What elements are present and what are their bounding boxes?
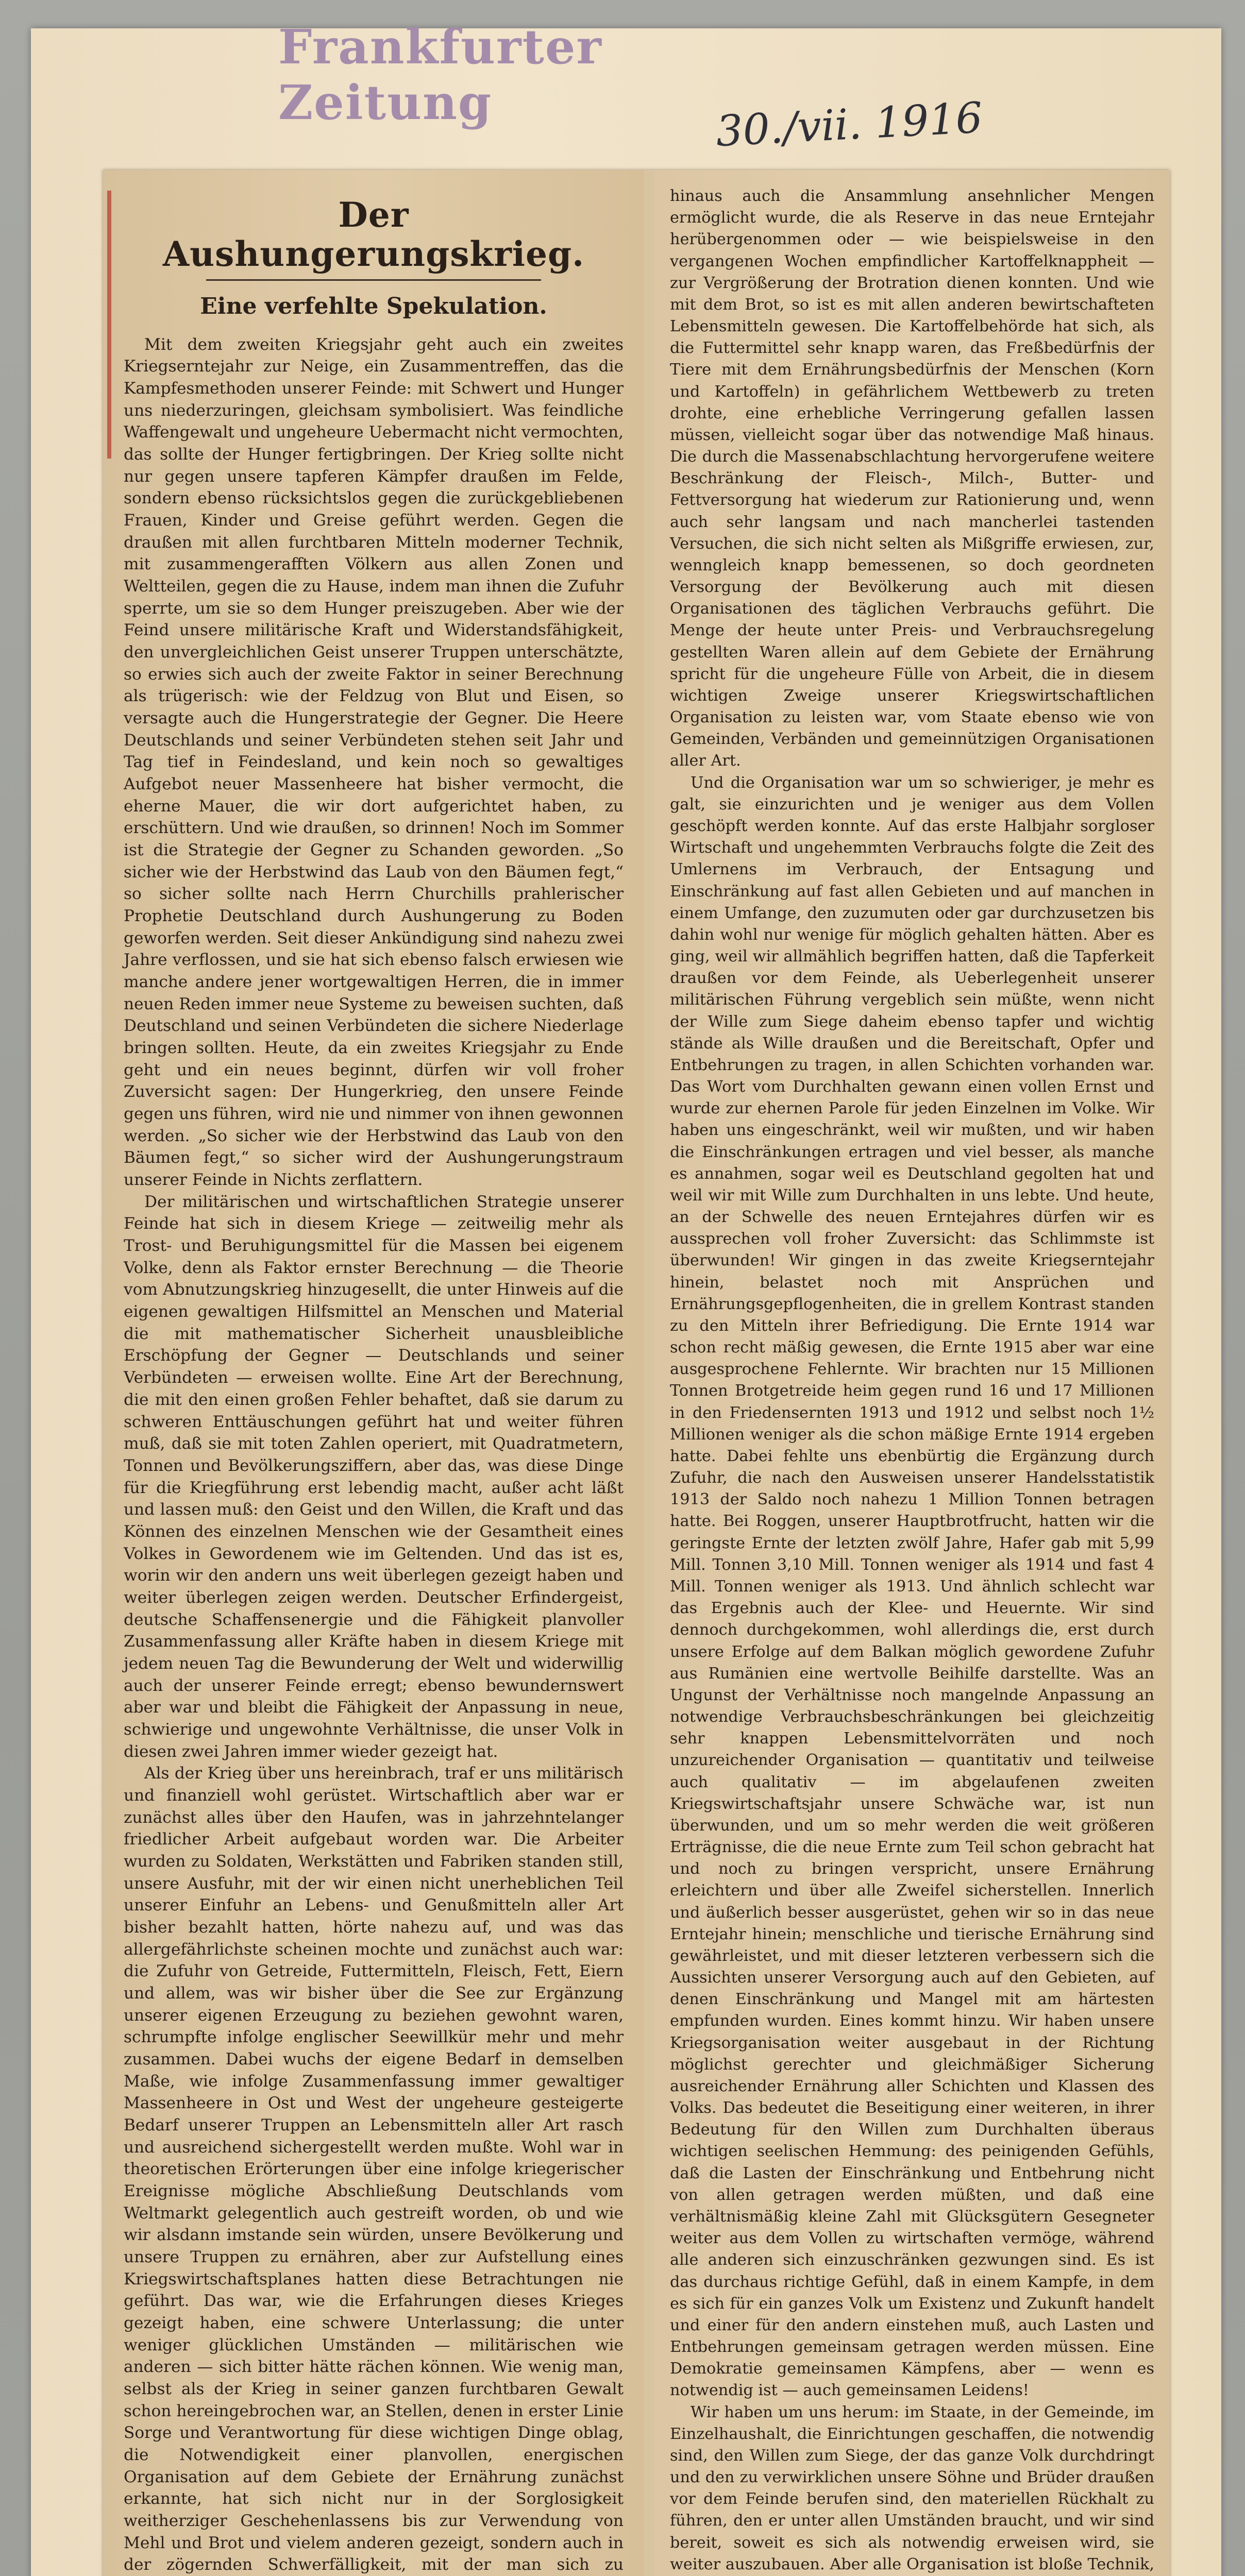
paragraph: Wir haben um uns herum: im Staate, in der Gemeinde, im Einzelhaushalt, die Einrichtungen geschaffen, die notwendig sind, den Willen zum Siege, der das ganze Volk durchdringt und den zu verwirklichen unsere Söhne und Brüder draußen vor dem Feinde berufen sind, den materiellen Rückhalt zu führen, den er unter allen Umständen braucht, und wir sind bereit, soweit es sich als notwendig erweisen wird, sie weiter auszubauen. Aber alle Organisation ist bloße Technik,	[670, 2403, 1154, 2573]
masthead-stamp	[278, 19, 794, 130]
paragraph: Der militärischen und wirtschaftlichen Strategie unserer Feinde hat sich in diesem Kriege — zeitweilig mehr als Trost- und Beruhigungsmittel für die Massen bei eigenem Volke, denn als Faktor ernster Berechnung — die Theorie vom Abnutzungskrieg hinzugesellt, die unter Hinweis auf die eigenen gewaltigen Hilfsmittel an Menschen und Material die mit mathematischer Sicherheit unausbleibliche Erschöpfung der Gegner — Deutschlands und seiner Verbündeten — erweisen wollte. Eine Art der Berechnung, die mit den einen großen Fehler behaftet, daß sie darum zu schweren Enttäuschungen geführt hat und weiter führen muß, daß sie mit toten Zahlen operiert, mit Quadratmetern, Tonnen und Bevölkerungsziffern, aber das, was diese Dinge für die Kriegführung erst lebendig macht, außer acht läßt und lassen muß: den Geist und den Willen, die Kraft und das Können des einzelnen Menschen wie der Gesamtheit eines Volkes in Gewordenem wie im Geltenden. Und das ist es, worin wir den andern uns weit überlegen gezeigt haben und weiter überlegen zeigen werden. Deutscher Erfindergeist, deutsche Schaffensenergie und die Fähigkeit planvoller Zusammenfassung aller Kräfte haben in diesem Kriege mit jedem neuen Tag die Bewunderung der Welt und widerwillig auch der unserer Feinde erregt; ebenso bewundernswert aber war und bleibt die Fähigkeit der Anpassung in neue, schwierige und ungewohnte Verhältnisse, die unser Volk in diesen zwei Jahren immer wieder gezeigt hat.	[124, 1192, 624, 1761]
article-subheadline: Eine verfehlte Spekulation.	[200, 293, 547, 319]
paragraph: Als der Krieg über uns hereinbrach, traf er uns militärisch und finanziell wohl gerüstet. Wirtschaftlich aber war er zunächst alles über den Haufen, was in jahrzehntelanger friedlicher Arbeit aufgebaut worden war. Die Arbeiter wurden zu Soldaten, Werkstätten und Fabriken standen still, unsere Ausfuhr, mit der wir einen nicht unerheblichen Teil unserer Einfuhr an Lebens- und Genußmitteln aller Art bisher bezahlt hatten, hörte nahezu auf, und was das allergefährlichste scheinen mochte und zunächst auch war: die Zufuhr von Getreide, Futtermitteln, Fleisch, Fett, Eiern und allem, was wir bisher über die See zur Ergänzung unserer eigenen Erzeugung zu beziehen gewohnt waren, schrumpfte infolge englischer Seewillkür mehr und mehr zusammen. Dabei wuchs der eigene Bedarf in demselben Maße, wie infolge Zusammenfassung immer gewaltiger Massenheere in Ost und West der ungeheure gesteigerte Bedarf unserer Truppen an Lebensmitteln aller Art rasch und ausreichend sichergestellt werden mußte. Wohl war in theoretischen Erörterungen über eine infolge kriegerischer Ereignisse mögliche Abschließung Deutschlands vom Weltmarkt gelegentlich auch gestreift worden, ob und wie wir alsdann imstande sein würden, unsere Bevölkerung und unsere Truppen zu ernähren, aber zur Aufstellung eines Kriegswirtschaftsplanes hatten diese Betrachtungen nie geführt. Das war, wie die Erfahrungen dieses Krieges gezeigt haben, eine schwere Unterlassung; die unter weniger glücklichen Umständen — militärischen wie anderen — sich bitter hätte rächen können. Wie wenig man, selbst als der Krieg in seiner ganzen furchtbaren Gewalt schon hereingebrochen war, an Stellen, denen in erster Linie Sorge und Verantwortung für diese wichtigen Dinge oblag, die Notwendigkeit einer planvollen, energischen Organisation auf dem Gebiete der Ernährung zunächst erkannte, hat sich nicht nur in der Sorglosigkeit weitherziger Geschehenlassens bis zur Verwendung von Mehl und Brot und vielem anderen gezeigt, sondern auch in der zögernden Schwerfälligkeit, mit der man sich zu	[124, 1764, 624, 2574]
newspaper-clipping	[103, 170, 1170, 2576]
edge-stain	[107, 191, 111, 459]
handwritten-date: 30./vii. 1916	[715, 93, 984, 157]
paragraph: Und die Organisation war um so schwieriger, je mehr es galt, sie einzurichten und je weniger aus dem Vollen geschöpft werden konnte. Auf das erste Halbjahr sorgloser Wirtschaft und ungehemmten Verbrauchs folgte die Zeit des Umlernens im Verbrauch, der Entsagung und Einschränkung auf fast allen Gebieten und auf manchen in einem Umfange, den zuzumuten oder gar durchzusetzen bis dahin wohl nur wenige für möglich gehalten hätten. Aber es ging, weil wir allmählich begriffen hatten, daß die Tapferkeit draußen vor dem Feinde, als Ueberlegenheit unserer militärischen Führung vergeblich sein müßte, wenn nicht der Wille zum Siege daheim ebenso tapfer und wichtig stände als Wille draußen und die Bereitschaft, Opfer und Entbehrungen zu tragen, in allen Schichten vorhanden war. Das Wort vom Durchhalten gewann einen vollen Ernst und wurde zur ehernen Parole für jeden Einzelnen im Volke. Wir haben uns eingeschränkt, weil wir mußten, und wir haben die Einschränkungen ertragen und viel besser, als manche es annahmen, sogar weil es Deutschland gegolten hat und weil wir mit Wille zum Durchhalten in uns lebte. Und heute, an der Schwelle des neuen Erntejahres dürfen wir es aussprechen voll froher Zuversicht: das Schlimmste ist überwunden! Wir gingen in das zweite Kriegserntejahr hinein, belastet noch mit Ansprüchen und Ernährungsgepflogenheiten, die in grellem Kontrast standen zu den Mitteln ihrer Befriedigung. Die Ernte 1914 war schon recht mäßig gewesen, die Ernte 1915 aber war eine ausgesprochene Fehlernte. Wir brachten nur 15 Millionen Tonnen Brotgetreide heim gegen rund 16 und 17 Millionen in den Friedensernten 1913 und 1912 und selbst noch 1½ Millionen weniger als die schon mäßige Ernte 1914 ergeben hatte. Dabei fehlte uns ebenbürtig die Ergänzung durch Zufuhr, die nach den Ausweisen unserer Handelsstatistik 1913 der Saldo noch nahezu 1 Million Tonnen betragen hatte. Bei Roggen, unserer Hauptbrotfrucht, hatten wir die geringste Ernte der letzten zwölf Jahre, Hafer gab mit 5,99 Mill. Tonnen 3,10 Mill. Tonnen weniger als 1914 und fast 4 Mill. Tonnen weniger als 1913. Und ähnlich schlecht war das Ergebnis auch der Klee- und Heuernte. Wir sind dennoch durchgekommen, wohl allerdings die, erst durch unsere Erfolge auf dem Balkan möglich gewordene Zufuhr aus Rumänien eine wertvolle Beihilfe darstellte. Was an Ungunst der Verhältnisse noch mangelnde Anpassung an notwendige Verbrauchsbeschränkungen bei gleichzeitig sehr knappen Lebensmittelvorräten und noch unzureichender Organisation — quantitativ und teilweise auch qualitativ — im abgelaufenen zweiten Kriegswirtschaftsjahr unsere Schwäche war, ist nun überwunden, und um so mehr werden die weit größeren Erträgnisse, die die neue Ernte zum Teil schon gebracht hat und noch zu bringen verspricht, unsere Ernährung erleichtern und über alle Zweifel sicherstellen. Innerlich und äußerlich besser ausgerüstet, gehen wir so in das neue Erntejahr hinein; menschliche und tierische Ernährung sind gewährleistet, und mit dieser letzteren verbessern sich die Aussichten unserer Versorgung auch auf den Gebieten, auf denen Einschränkung und Mangel mit am härtesten empfunden wurden. Eines kommt hinzu. Wir haben unsere Kriegsorganisation weiter ausgebaut in der Richtung möglichst gerechter und gleichmäßiger Sicherung ausreichender Ernährung aller Schichten und Klassen des Volks. Das bedeutet die Beseitigung einer weiteren, in ihrer Bedeutung für den Willen zum Durchhalten überaus wichtigen seelischen Hemmung: des peinigenden Gefühls, daß die Lasten der Einschränkung und Entbehrung nicht von allen getragen werden müßten, und daß eine verhältnismäßig kleine Zahl mit Glücksgütern Gesegneter weiter aus dem Vollen zu wirtschaften vermöge, während alle anderen sich einzuschränken gezwungen sind. Es ist das durchaus richtige Gefühl, daß in einem Kampfe, in dem es sich für ein ganzes Volk um Existenz und Zukunft handelt und einer für den andern einstehen muß, auch Lasten und Entbehrungen gemeinsam getragen werden müssen. Eine Demokratie gemeinsamen Kämpfens, aber — wenn es notwendig ist — auch gemeinsamen Leidens!	[670, 773, 1154, 2400]
paragraph: Mit dem zweiten Kriegsjahr geht auch ein zweites Kriegserntejahr zur Neige, ein Zusammentreffen, das die Kampfesmethoden unserer Feinde: mit Schwert und Hunger uns niederzuringen, gleichsam symbolisiert. Was feindliche Waffengewalt und ungeheure Uebermacht nicht vermochten, das sollte der Hunger fertigbringen. Der Krieg sollte nicht nur gegen unsere tapferen Kämpfer draußen im Felde, sondern ebenso rücksichtslos gegen die zurückgebliebenen Frauen, Kinder und Greise geführt werden. Gegen die draußen mit allen furchtbaren Mitteln moderner Technik, mit zusammengerafften Völkern aus allen Zonen und Weltteilen, gegen die zu Hause, indem man ihnen die Zufuhr sperrte, um sie so dem Hunger preiszugeben. Aber wie der Feind unsere militärische Kraft und Widerstandsfähigkeit, den unvergleichlichen Geist unserer Truppen unterschätzte, so erwies sich auch der zweite Faktor in seiner Berechnung als trügerisch: wie der Feldzug von Blut und Eisen, so versagte auch die Hungerstrategie der Gegner. Die Heere Deutschlands und seiner Verbündeten stehen seit Jahr und Tag tief in Feindesland, und kein noch so gewaltiges Aufgebot neuer Massenheere hat bisher vermocht, die eherne Mauer, die wir dort aufgerichtet haben, zu erschüttern. Und wie draußen, so drinnen! Noch im Sommer ist die Strategie der Gegner zu Schanden geworden. „So sicher wie der Herbstwind das Laub von den Bäumen fegt,“ so sicher sollte nach Herrn Churchills prahlerischer Prophetie Deutschland durch Aushungerung zu Boden geworfen werden. Seit dieser Ankündigung sind nahezu zwei Jahre verflossen, und sie hat sich ebenso falsch erwiesen wie manche andere jener wortgewaltigen Herren, die in immer neuen Reden immer neue Systeme zu beweisen suchten, daß Deutschland und seinen Verbündeten die sichere Niederlage bringen sollten. Heute, da ein zweites Kriegsjahr zu Ende geht und ein neues beginnt, dürfen wir voll froher Zuversicht sagen: Der Hungerkrieg, den unsere Feinde gegen uns führen, wird nie und nimmer von ihnen gewonnen werden. „So sicher wie der Herbstwind das Laub von den Bäumen fegt,“ so sicher wird der Aushungerungstraum unserer Feinde in Nichts zerflattern.	[124, 335, 624, 1190]
masthead-title: Frankfurter Zeitung	[278, 19, 602, 130]
article-headline: Der Aushungerungskrieg.	[162, 195, 585, 274]
paragraph: hinaus auch die Ansammlung ansehnlicher Mengen ermöglicht wurde, die als Reserve in das neue Erntejahr herübergenommen oder — wie beispielsweise in den vergangenen Wochen empfindlicher Kartoffelknappheit — zur Vergrößerung der Brotration dienen konnten. Und wie mit dem Brot, so ist es mit allen anderen bewirtschafteten Lebensmitteln gewesen. Die Kartoffelbehörde hat sich, als die Futtermittel sehr knapp waren, das Freßbedürfnis der Tiere mit dem Ernährungsbedürfnis der Menschen (Korn und Kartoffeln) in gefährlichem Wettbewerb zu treten drohte, eine erhebliche Verringerung gefallen lassen müssen, vielleicht sogar über das notwendige Maß hinaus. Die durch die Massenabschlachtung hervorgerufene weitere Beschränkung der Fleisch-, Milch-, Butter- und Fettversorgung hat wiederum zur Rationierung und, wenn auch sehr langsam und nach mancherlei tastenden Versuchen, die sich nicht selten als Mißgriffe erwiesen, zur, wenngleich knapp bemessenen, so doch geordneten Versorgung der Bevölkerung auch mit diesen Organisationen des täglichen Verbrauchs geführt. Die Menge der heute unter Preis- und Verbrauchsregelung gestellten Waren allein auf dem Gebiete der Ernährung spricht für die ungeheure Fülle von Arbeit, die in diesem wichtigen Zweige unserer Kriegswirtschaftlichen Organisation zu leisten war, vom Staate ebenso wie von Gemeinden, Verbänden und gemeinnützigen Organisationen aller Art.	[670, 187, 1154, 770]
article-column-right	[670, 185, 1154, 2576]
article-column-left	[124, 185, 624, 2576]
headline-divider	[206, 279, 541, 281]
